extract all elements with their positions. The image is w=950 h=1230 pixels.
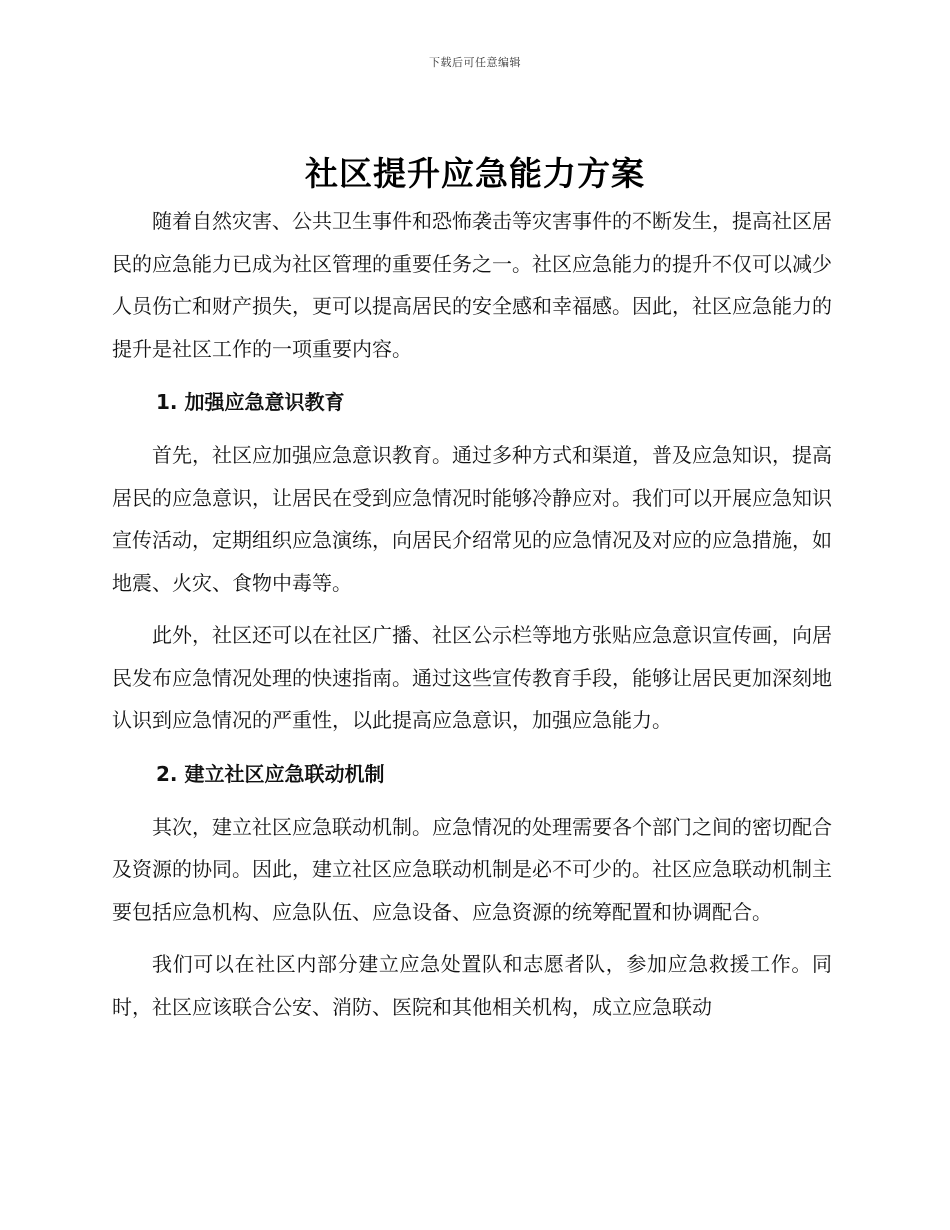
document-body <box>112 200 832 1038</box>
section-1-paragraph-2: 此外，社区还可以在社区广播、社区公示栏等地方张贴应急意识宣传画，向居民发布应急情况处理的快速指南。通过这些宣传教育手段，能够让居民更加深刻地认识到应急情况的严重性，以此提高应急意识，加强应急能力。 <box>112 623 832 732</box>
section-2-paragraph-1: 其次，建立社区应急联动机制。应急情况的处理需要各个部门之间的密切配合及资源的协同。因此，建立社区应急联动机制是必不可少的。社区应急联动机制主要包括应急机构、应急队伍、应急设备、应急资源的统筹配置和协调配合。 <box>112 814 832 924</box>
page-header-note: 下载后可任意编辑 <box>429 56 521 69</box>
section-2-paragraph-2: 我们可以在社区内部分建立应急处置队和志愿者队，参加应急救援工作。同时，社区应该联合公安、消防、医院和其他相关机构，成立应急联动 <box>112 952 832 1019</box>
document-title: 社区提升应急能力方案 <box>305 154 645 193</box>
section-1-paragraph-1: 首先，社区应加强应急意识教育。通过多种方式和渠道，普及应急知识，提高居民的应急意识，让居民在受到应急情况时能够冷静应对。我们可以开展应急知识宣传活动，定期组织应急演练，向居民介绍常见的应急情况及对应的应急措施，如地震、火灾、食物中毒等。 <box>112 443 832 595</box>
section-heading-2: 2. 建立社区应急联动机制 <box>156 761 385 786</box>
section-heading-1: 1. 加强应急意识教育 <box>156 390 345 414</box>
intro-paragraph: 随着自然灾害、公共卫生事件和恐怖袭击等灾害事件的不断发生，提高社区居民的应急能力已成为社区管理的重要任务之一。社区应急能力的提升不仅可以减少人员伤亡和财产损失，更可以提高居民的安全感和幸福感。因此，社区应急能力的提升是社区工作的一项重要内容。 <box>112 209 832 361</box>
